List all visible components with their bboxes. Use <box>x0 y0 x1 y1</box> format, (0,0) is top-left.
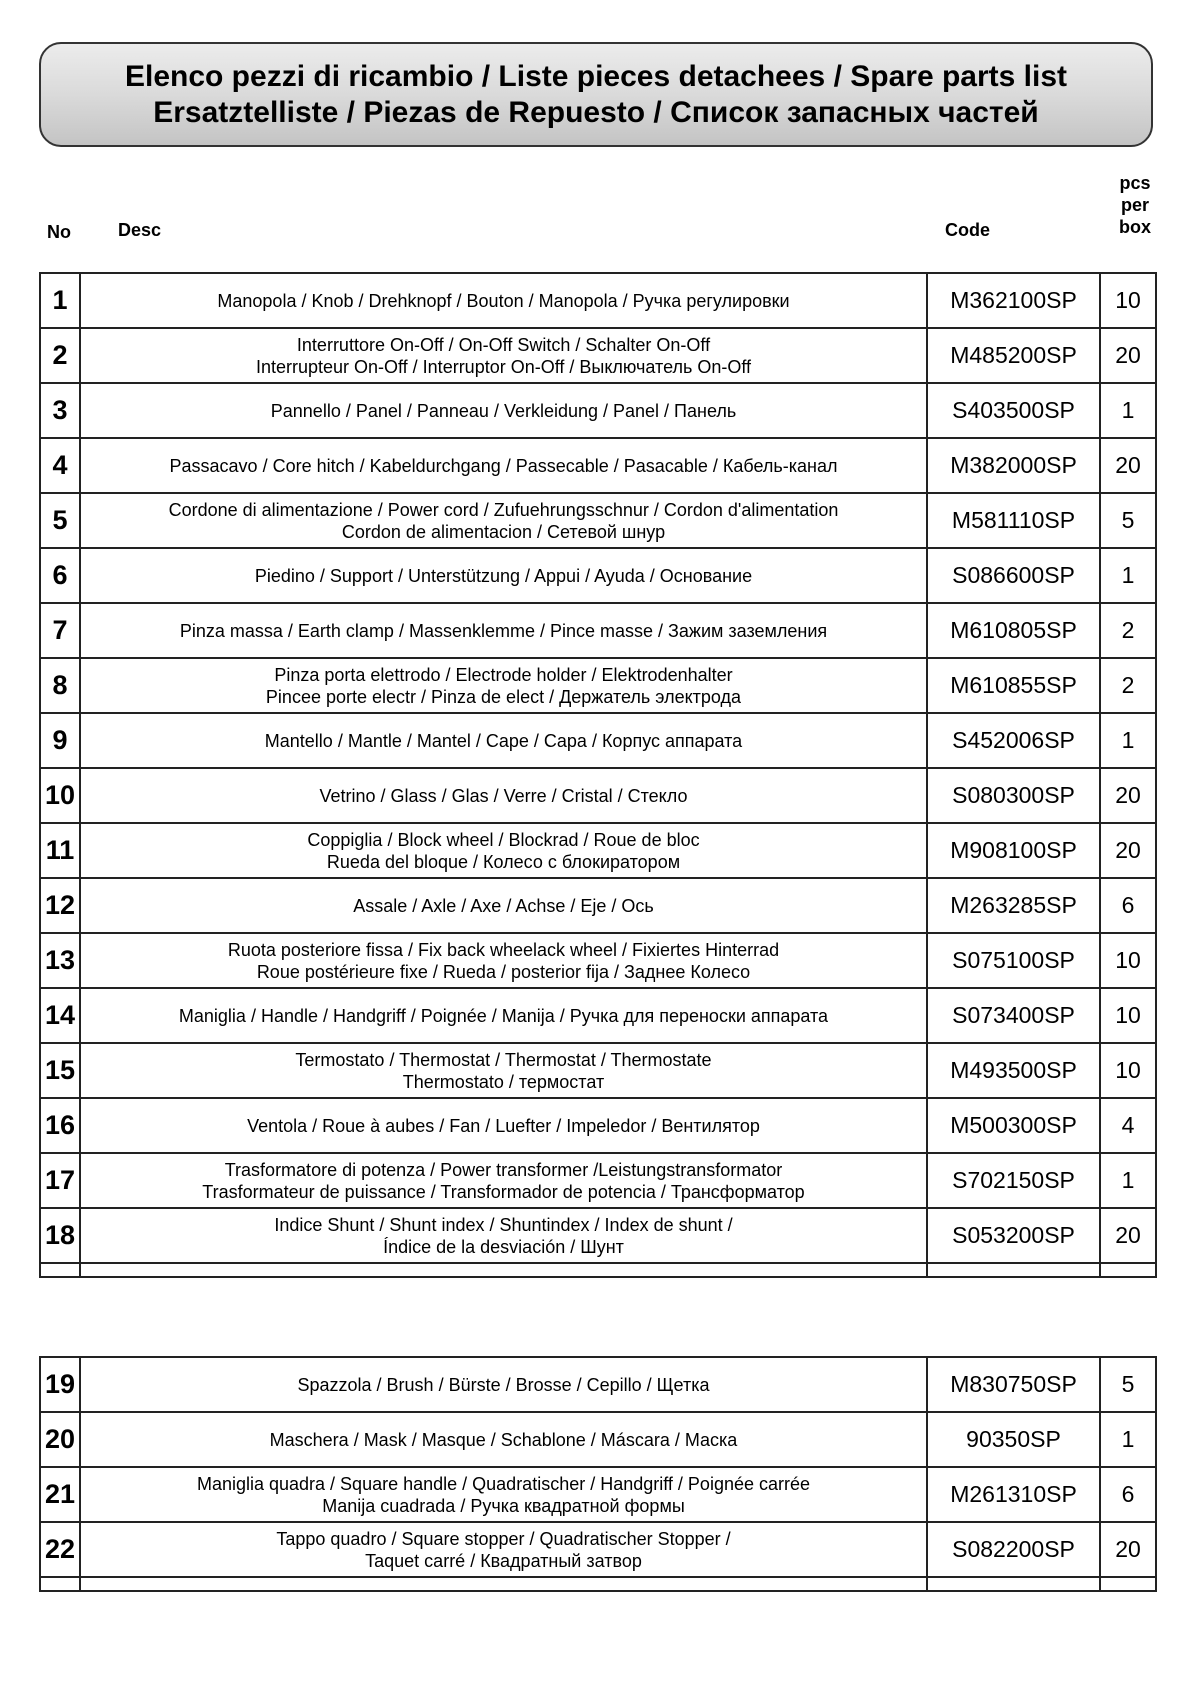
page-title-line-1: Elenco pezzi di ricambio / Liste pieces detachees / Spare parts list <box>124 59 1067 93</box>
table-row <box>40 328 1156 383</box>
part-number: 1 <box>40 273 80 328</box>
part-code: 90350SP <box>927 1412 1100 1467</box>
part-number: 18 <box>40 1208 80 1263</box>
part-description-line: Thermostato / термостат <box>402 1071 605 1092</box>
table-row <box>40 603 1156 658</box>
part-pcs-per-box: 20 <box>1100 438 1156 493</box>
table-blank-row <box>40 1263 1156 1277</box>
part-code: M908100SP <box>927 823 1100 878</box>
part-code: M261310SP <box>927 1467 1100 1522</box>
part-number: 9 <box>40 713 80 768</box>
part-pcs-per-box: 1 <box>1100 548 1156 603</box>
part-pcs-per-box: 10 <box>1100 273 1156 328</box>
part-description <box>80 1522 927 1577</box>
part-pcs-per-box: 1 <box>1100 713 1156 768</box>
part-description-line: Ruota posteriore fissa / Fix back wheelack wheel / Fixiertes Hinterrad <box>227 939 780 960</box>
part-description-line: Pinza massa / Earth clamp / Massenklemme / Pince masse / Зажим заземления <box>179 620 828 641</box>
part-number: 17 <box>40 1153 80 1208</box>
part-number: 10 <box>40 768 80 823</box>
part-number: 11 <box>40 823 80 878</box>
part-number: 16 <box>40 1098 80 1153</box>
part-pcs-per-box: 1 <box>1100 383 1156 438</box>
part-code: S702150SP <box>927 1153 1100 1208</box>
table-row <box>40 1412 1156 1467</box>
table-blank-cell <box>80 1263 927 1277</box>
part-number: 4 <box>40 438 80 493</box>
part-description <box>80 603 927 658</box>
table-row <box>40 548 1156 603</box>
page-title-box <box>39 42 1153 147</box>
part-number: 21 <box>40 1467 80 1522</box>
table-row <box>40 823 1156 878</box>
header-code: Code <box>945 220 990 240</box>
table-blank-cell <box>40 1577 80 1591</box>
part-description-line: Manopola / Knob / Drehknopf / Bouton / Manopola / Ручка регулировки <box>217 290 790 311</box>
part-description <box>80 823 927 878</box>
table-row <box>40 988 1156 1043</box>
part-pcs-per-box: 20 <box>1100 1522 1156 1577</box>
header-desc: Desc <box>118 220 162 240</box>
part-code: M500300SP <box>927 1098 1100 1153</box>
part-pcs-per-box: 20 <box>1100 823 1156 878</box>
part-code: S073400SP <box>927 988 1100 1043</box>
part-code: S403500SP <box>927 383 1100 438</box>
part-description <box>80 713 927 768</box>
header-pcs-line: per <box>1120 195 1149 215</box>
part-description <box>80 1153 927 1208</box>
table-row <box>40 1043 1156 1098</box>
part-description-line: Pincee porte electr / Pinza de elect / Держатель электрода <box>265 686 742 707</box>
part-number: 2 <box>40 328 80 383</box>
part-number: 6 <box>40 548 80 603</box>
table-row <box>40 658 1156 713</box>
header-no: No <box>47 222 71 242</box>
part-number: 3 <box>40 383 80 438</box>
part-description-line: Trasformateur de puissance / Transformador de potencia / Трансформатор <box>202 1181 805 1202</box>
part-description <box>80 878 927 933</box>
part-code: M485200SP <box>927 328 1100 383</box>
table-row <box>40 1098 1156 1153</box>
part-pcs-per-box: 20 <box>1100 768 1156 823</box>
part-description-line: Vetrino / Glass / Glas / Verre / Cristal / Стекло <box>319 785 688 806</box>
part-code: M581110SP <box>927 493 1100 548</box>
part-description-line: Passacavo / Core hitch / Kabeldurchgang / Passecable / Pasacable / Кабель-канал <box>169 455 838 476</box>
part-pcs-per-box: 5 <box>1100 493 1156 548</box>
part-number: 8 <box>40 658 80 713</box>
part-description-line: Coppiglia / Block wheel / Blockrad / Roue de bloc <box>307 829 700 850</box>
part-description <box>80 273 927 328</box>
part-description-line: Mantello / Mantle / Mantel / Cape / Capa / Корпус аппарата <box>264 730 743 751</box>
part-description-line: Cordone di alimentazione / Power cord / Zufuehrungsschnur / Cordon d'alimentation <box>168 499 839 520</box>
part-description <box>80 768 927 823</box>
part-pcs-per-box: 10 <box>1100 933 1156 988</box>
part-pcs-per-box: 6 <box>1100 1467 1156 1522</box>
part-number: 7 <box>40 603 80 658</box>
part-description-line: Rueda del bloque / Колесо с блокиратором <box>326 851 681 872</box>
part-number: 12 <box>40 878 80 933</box>
part-description-line: Tappo quadro / Square stopper / Quadratischer Stopper / <box>276 1528 731 1549</box>
table-row <box>40 933 1156 988</box>
table-row <box>40 383 1156 438</box>
part-description <box>80 933 927 988</box>
parts-table-1 <box>39 272 1157 1278</box>
part-code: S080300SP <box>927 768 1100 823</box>
parts-table-2 <box>39 1356 1157 1592</box>
header-pcs-line: box <box>1118 217 1151 237</box>
table-row <box>40 1357 1156 1412</box>
part-pcs-per-box: 4 <box>1100 1098 1156 1153</box>
table-row <box>40 493 1156 548</box>
part-description-line: Trasformatore di potenza / Power transformer /Leistungstransformator <box>224 1159 783 1180</box>
part-description <box>80 548 927 603</box>
part-description-line: Cordon de alimentacion / Сетевой шнур <box>341 521 666 542</box>
table-blank-cell <box>80 1577 927 1591</box>
part-code: M830750SP <box>927 1357 1100 1412</box>
table-blank-cell <box>40 1263 80 1277</box>
part-description-line: Interrupteur On-Off / Interruptor On-Off / Выключатель On-Off <box>255 356 752 377</box>
part-description-line: Taquet carré / Квадратный затвор <box>365 1550 642 1571</box>
part-code: S082200SP <box>927 1522 1100 1577</box>
table-row <box>40 1153 1156 1208</box>
part-pcs-per-box: 6 <box>1100 878 1156 933</box>
table-row <box>40 878 1156 933</box>
part-pcs-per-box: 20 <box>1100 328 1156 383</box>
part-description-line: Maschera / Mask / Masque / Schablone / Máscara / Маска <box>269 1429 738 1450</box>
part-description-line: Pannello / Panel / Panneau / Verkleidung / Panel / Панель <box>270 400 737 421</box>
part-description <box>80 988 927 1043</box>
table-blank-row <box>40 1577 1156 1591</box>
part-pcs-per-box: 1 <box>1100 1153 1156 1208</box>
part-description-line: Manija cuadrada / Ручка квадратной формы <box>322 1495 685 1516</box>
part-description-line: Indice Shunt / Shunt index / Shuntindex / Index de shunt / <box>274 1214 733 1235</box>
table-row <box>40 1467 1156 1522</box>
table-blank-cell <box>927 1577 1100 1591</box>
part-description-line: Interruttore On-Off / On-Off Switch / Schalter On-Off <box>296 334 711 355</box>
part-pcs-per-box: 10 <box>1100 1043 1156 1098</box>
part-pcs-per-box: 1 <box>1100 1412 1156 1467</box>
part-description-line: Piedino / Support / Unterstützung / Appui / Ayuda / Основание <box>254 565 753 586</box>
part-description-line: Índice de la desviación / Шунт <box>383 1236 624 1257</box>
part-code: S452006SP <box>927 713 1100 768</box>
part-description <box>80 1208 927 1263</box>
part-code: M263285SP <box>927 878 1100 933</box>
table-row <box>40 438 1156 493</box>
part-code: M382000SP <box>927 438 1100 493</box>
part-number: 13 <box>40 933 80 988</box>
table-row <box>40 273 1156 328</box>
part-description <box>80 1357 927 1412</box>
part-pcs-per-box: 10 <box>1100 988 1156 1043</box>
table-row <box>40 713 1156 768</box>
part-description-line: Maniglia / Handle / Handgriff / Poignée / Manija / Ручка для переноски аппарата <box>178 1005 829 1026</box>
part-description-line: Roue postérieure fixe / Rueda / posterior fija / Заднее Колесо <box>256 961 751 982</box>
table-blank-cell <box>1100 1577 1156 1591</box>
part-pcs-per-box: 2 <box>1100 603 1156 658</box>
part-code: S075100SP <box>927 933 1100 988</box>
part-description <box>80 328 927 383</box>
part-pcs-per-box: 2 <box>1100 658 1156 713</box>
part-pcs-per-box: 20 <box>1100 1208 1156 1263</box>
part-code: M610805SP <box>927 603 1100 658</box>
part-description-line: Ventola / Roue à aubes / Fan / Luefter / Impeledor / Вентилятор <box>247 1115 760 1136</box>
header-pcs-line: pcs <box>1119 173 1151 193</box>
part-description <box>80 383 927 438</box>
table-blank-cell <box>927 1263 1100 1277</box>
part-description <box>80 1412 927 1467</box>
part-description-line: Assale / Axle / Axe / Achse / Eje / Ось <box>353 895 654 916</box>
part-description <box>80 438 927 493</box>
table-row <box>40 1522 1156 1577</box>
table-row <box>40 768 1156 823</box>
part-description <box>80 493 927 548</box>
part-description <box>80 658 927 713</box>
header-pcs-per-box <box>1105 172 1165 238</box>
part-number: 19 <box>40 1357 80 1412</box>
part-pcs-per-box: 5 <box>1100 1357 1156 1412</box>
table-blank-cell <box>1100 1263 1156 1277</box>
part-code: S086600SP <box>927 548 1100 603</box>
part-description <box>80 1098 927 1153</box>
page-title-line-2: Ersatztelliste / Piezas de Repuesto / Список запасных частей <box>153 95 1039 129</box>
part-code: S053200SP <box>927 1208 1100 1263</box>
part-code: M493500SP <box>927 1043 1100 1098</box>
part-number: 14 <box>40 988 80 1043</box>
part-number: 5 <box>40 493 80 548</box>
part-number: 15 <box>40 1043 80 1098</box>
part-number: 20 <box>40 1412 80 1467</box>
part-description-line: Termostato / Thermostat / Thermostat / Thermostate <box>295 1049 712 1070</box>
table-row <box>40 1208 1156 1263</box>
part-description-line: Maniglia quadra / Square handle / Quadratischer / Handgriff / Poignée carrée <box>196 1473 811 1494</box>
part-code: M610855SP <box>927 658 1100 713</box>
part-description <box>80 1467 927 1522</box>
part-description <box>80 1043 927 1098</box>
part-description-line: Spazzola / Brush / Bürste / Brosse / Cepillo / Щетка <box>297 1374 710 1395</box>
part-description-line: Pinza porta elettrodo / Electrode holder / Elektrodenhalter <box>274 664 733 685</box>
part-number: 22 <box>40 1522 80 1577</box>
part-code: M362100SP <box>927 273 1100 328</box>
